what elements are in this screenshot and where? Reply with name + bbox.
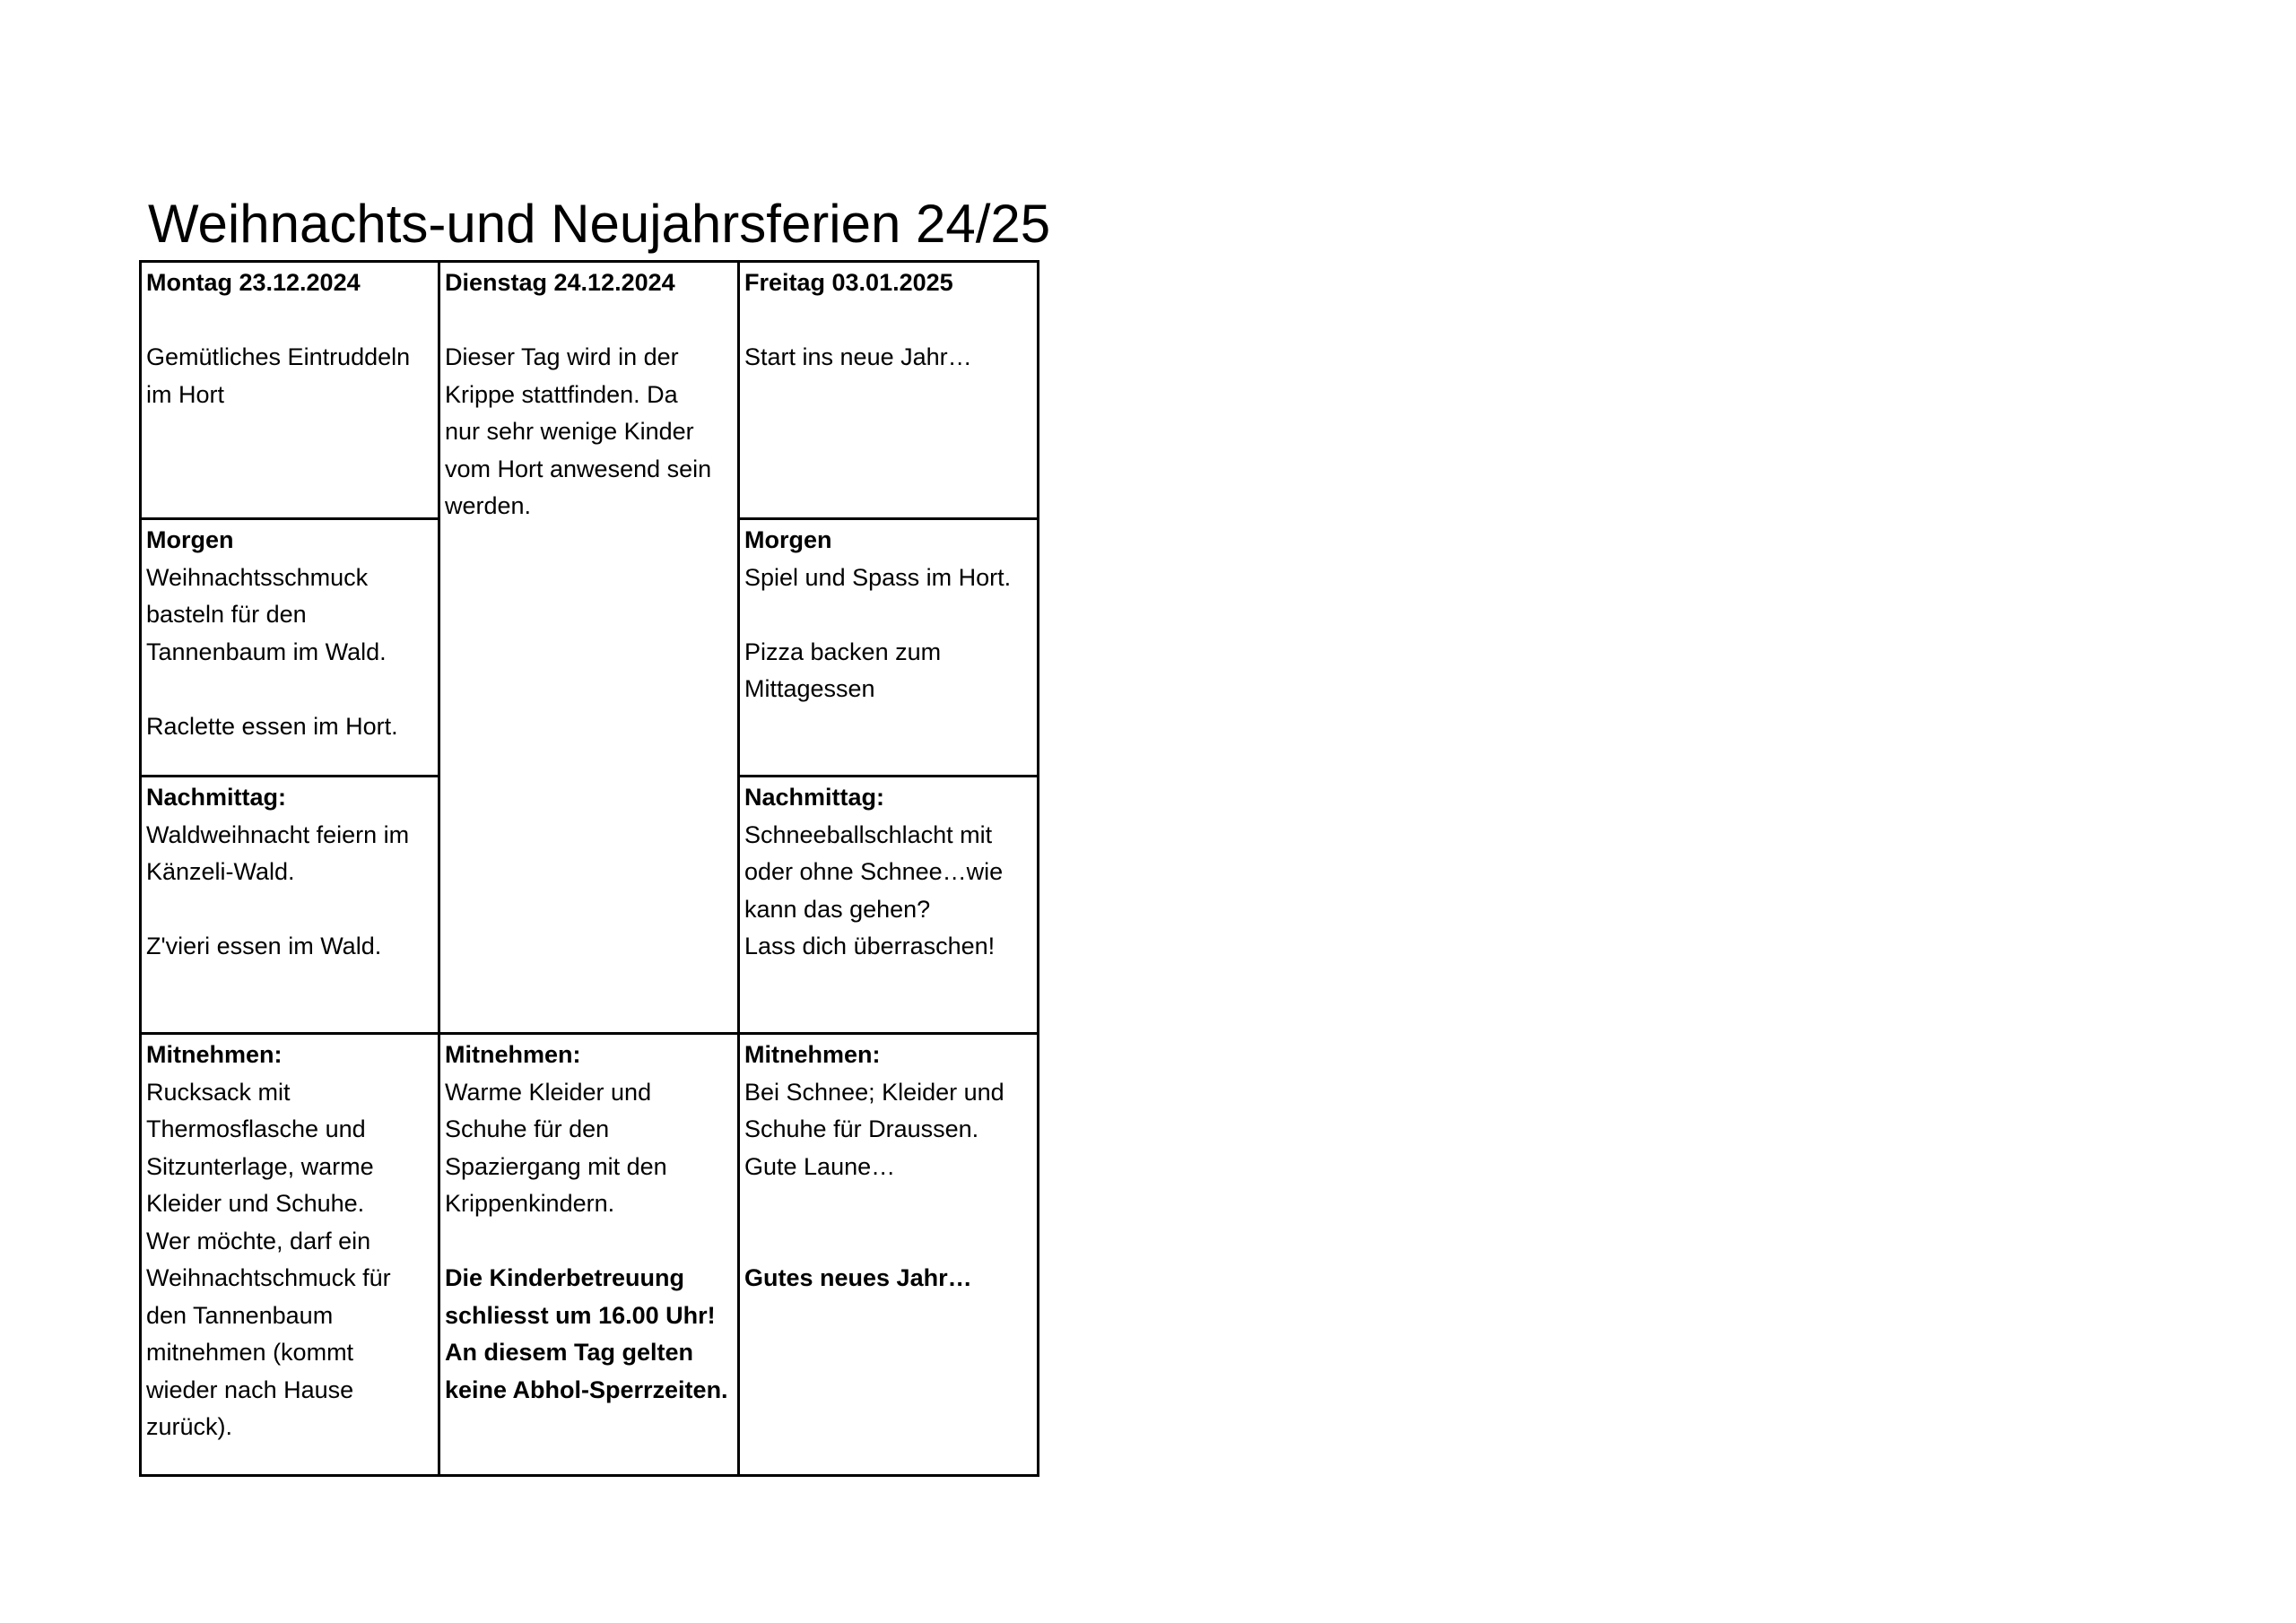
monday-morning-line: Tannenbaum im Wald. [146, 638, 387, 665]
friday-intro-line: Start ins neue Jahr… [744, 343, 972, 370]
monday-bring-line: Weihnachtschmuck für [146, 1264, 391, 1291]
friday-bring-line: Gute Laune… [744, 1152, 896, 1180]
tuesday-intro-line: Dieser Tag wird in der [445, 343, 679, 370]
monday-morning-line: basteln für den [146, 601, 307, 628]
friday-morning-extra-line: Pizza backen zum [744, 638, 942, 665]
monday-intro-cell [142, 263, 440, 520]
monday-afternoon-cell [142, 777, 440, 1035]
tuesday-header: Dienstag 24.12.2024 [445, 269, 675, 296]
monday-morning-extra: Raclette essen im Hort. [146, 712, 398, 740]
monday-bring-line: wieder nach Hause [146, 1376, 354, 1403]
friday-afternoon-line: Lass dich überraschen! [744, 933, 996, 959]
tuesday-bring-line: Warme Kleider und [445, 1078, 652, 1106]
monday-afternoon-line: Waldweihnacht feiern im [146, 820, 410, 848]
tuesday-intro-cell [440, 263, 740, 1035]
friday-bring-line: Bei Schnee; Kleider und [744, 1078, 1004, 1106]
tuesday-intro-line: nur sehr wenige Kinder [445, 418, 694, 445]
monday-bring-line: Kleider und Schuhe. [146, 1190, 365, 1217]
tuesday-bring-line: Krippenkindern. [445, 1190, 615, 1217]
monday-intro-line: Gemütliches Eintruddeln [146, 343, 411, 370]
schedule-table [139, 260, 1039, 1477]
monday-bring-cell [142, 1035, 440, 1474]
friday-bring-heading: Mitnehmen: [744, 1041, 881, 1068]
monday-afternoon-heading: Nachmittag: [146, 784, 287, 811]
monday-morning-line: Weihnachtsschmuck [146, 563, 369, 591]
friday-morning-extra-line: Mittagessen [744, 675, 875, 702]
tuesday-bring-line: Spaziergang mit den [445, 1152, 667, 1180]
monday-afternoon-line: Känzeli-Wald. [146, 858, 295, 885]
friday-afternoon-heading: Nachmittag: [744, 784, 885, 811]
monday-bring-line: Wer möchte, darf ein [146, 1227, 371, 1254]
tuesday-bring-cell [440, 1035, 740, 1474]
friday-afternoon-line: oder ohne Schnee…wie [744, 858, 1004, 885]
tuesday-bring-heading: Mitnehmen: [445, 1041, 581, 1068]
friday-bring-cell [740, 1035, 1037, 1474]
tuesday-intro-line: vom Hort anwesend sein [445, 455, 712, 482]
tuesday-notice-line: An diesem Tag gelten [445, 1339, 694, 1366]
tuesday-notice-line: Die Kinderbetreuung [445, 1264, 685, 1291]
tuesday-bring-line: Schuhe für den [445, 1115, 610, 1142]
friday-intro-cell [740, 263, 1037, 520]
monday-bring-line: Thermosflasche und [146, 1115, 366, 1142]
monday-bring-line: Rucksack mit [146, 1078, 291, 1106]
monday-bring-line: mitnehmen (kommt [146, 1339, 354, 1366]
friday-afternoon-line: kann das gehen? [744, 895, 931, 923]
friday-bring-line: Schuhe für Draussen. [744, 1115, 979, 1142]
friday-morning-line: Spiel und Spass im Hort. [744, 563, 1012, 591]
friday-closing: Gutes neues Jahr… [744, 1264, 972, 1291]
monday-intro-line: im Hort [146, 380, 224, 408]
monday-morning-cell [142, 520, 440, 777]
monday-bring-line: zurück). [146, 1413, 233, 1440]
tuesday-intro-line: werden. [445, 492, 532, 519]
friday-morning-heading: Morgen [744, 526, 832, 553]
friday-afternoon-line: Schneeballschlacht mit [744, 820, 993, 848]
monday-header: Montag 23.12.2024 [146, 269, 361, 296]
tuesday-notice-line: keine Abhol-Sperrzeiten. [445, 1376, 728, 1403]
friday-morning-cell [740, 520, 1037, 777]
monday-morning-heading: Morgen [146, 526, 234, 553]
page-title: Weihnachts-und Neujahrsferien 24/25 [148, 194, 1051, 254]
friday-afternoon-cell [740, 777, 1037, 1035]
monday-afternoon-extra: Z'vieri essen im Wald. [146, 933, 382, 959]
monday-bring-heading: Mitnehmen: [146, 1041, 283, 1068]
tuesday-notice-line: schliesst um 16.00 Uhr! [445, 1301, 716, 1329]
monday-bring-line: den Tannenbaum [146, 1301, 334, 1329]
monday-bring-line: Sitzunterlage, warme [146, 1152, 374, 1180]
tuesday-intro-line: Krippe stattfinden. Da [445, 380, 678, 408]
friday-header: Freitag 03.01.2025 [744, 269, 953, 296]
